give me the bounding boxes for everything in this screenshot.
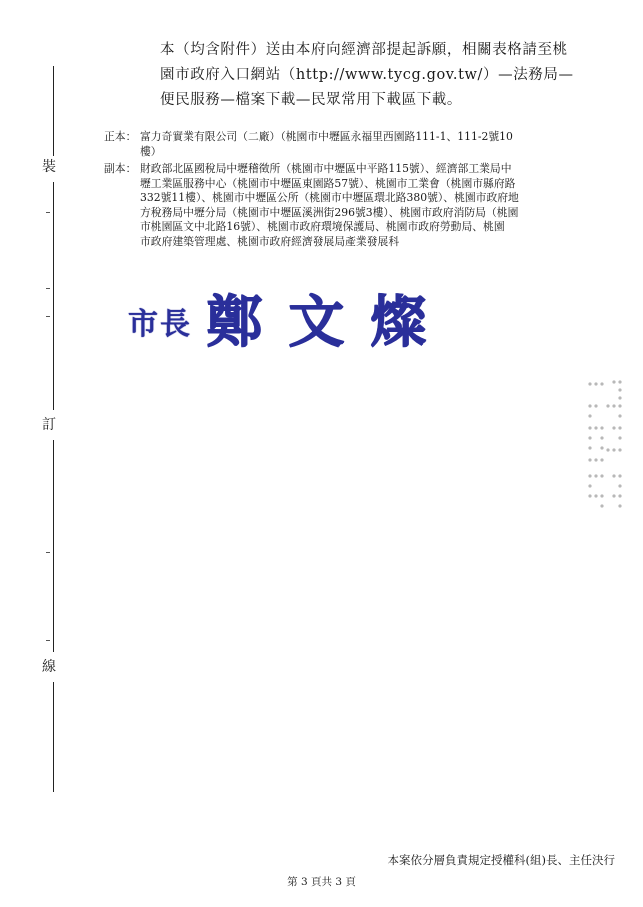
binding-tick	[46, 316, 50, 317]
binding-line-top	[53, 66, 54, 156]
body-line: 園市政府入口網站（http://www.tycg.gov.tw/）—法務局—	[160, 67, 574, 83]
recipient-line: 樓）	[140, 144, 162, 158]
body-line: 便民服務—檔案下載—民眾常用下載區下載。	[160, 92, 462, 108]
recipient-line: 332號11樓）、桃園市中壢區公所（桃園市中壢區環北路380號）、桃園市政府地	[140, 191, 519, 204]
binding-line-lower	[53, 440, 54, 652]
recipient-line: 市政府建築管理處、桃園市政府經濟發展局產業發展科	[140, 234, 400, 248]
copy-recipients-label: 副本：	[104, 162, 137, 175]
copy-recipients-text	[140, 162, 584, 249]
binding-tick	[46, 640, 50, 641]
binding-tick	[46, 212, 50, 213]
copy-recipients	[104, 162, 584, 249]
page-number: 第 3 頁共 3 頁	[287, 876, 356, 888]
recipient-line: 富力奇實業有限公司（二廠）（桃園市中壢區永福里西園路111-1、111-2號10	[140, 130, 513, 143]
stamp-name: 鄭文燦	[206, 289, 452, 355]
body-line: 本（均含附件）送由本府向經濟部提起訴願，相關表格請至桃	[160, 42, 568, 58]
primary-recipient-text	[140, 130, 584, 159]
body-paragraph	[160, 38, 580, 113]
binding-tick	[46, 288, 50, 289]
primary-recipient-label: 正本：	[104, 130, 137, 143]
dot-watermark-graphic	[582, 376, 628, 516]
binding-char-xian: 線	[42, 659, 56, 675]
recipient-line: 方稅務局中壢分局（桃園市中壢區溪洲街296號3樓）、桃園市政府消防局（桃園	[140, 205, 519, 219]
recipient-line: 壢工業區服務中心（桃園市中壢區東園路57號）、桃園市工業會（桃園市縣府路	[140, 176, 516, 190]
stamp-title: 市長	[128, 307, 192, 342]
binding-char-zhuang: 裝	[42, 159, 56, 175]
mayor-seal-stamp	[128, 282, 452, 355]
recipient-line: 財政部北區國稅局中壢稽徵所（桃園市中壢區中平路115號）、經濟部工業局中	[140, 162, 512, 175]
primary-recipient	[104, 130, 584, 159]
binding-line-bottom	[53, 682, 54, 792]
binding-tick	[46, 552, 50, 553]
binding-line-upper	[53, 182, 54, 410]
authorization-note: 本案依分層負責規定授權科(組)長、主任決行	[387, 853, 615, 867]
binding-char-ding: 訂	[42, 417, 56, 433]
recipient-line: 市桃園區文中北路16號）、桃園市政府環境保護局、桃園市政府勞動局、桃園	[140, 220, 505, 233]
